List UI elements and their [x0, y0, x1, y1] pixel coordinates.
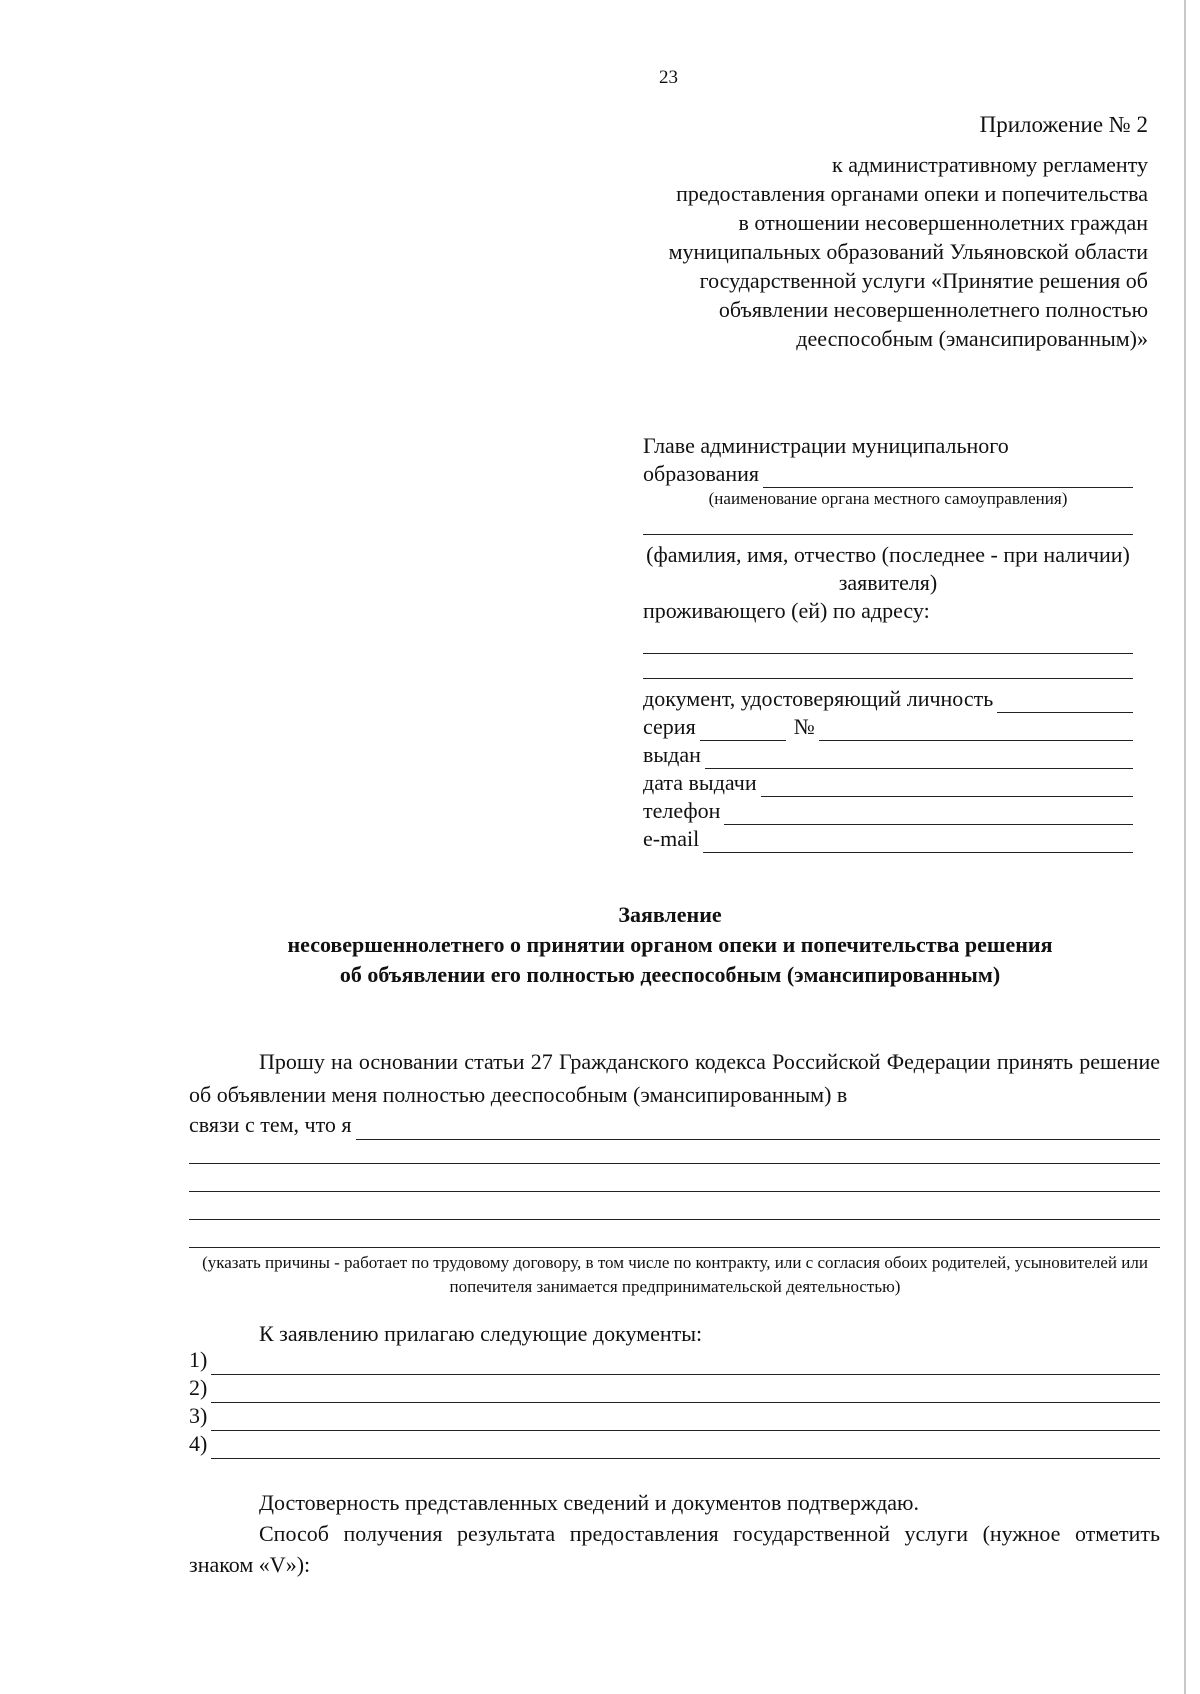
attachment-number: 3) — [189, 1403, 208, 1428]
reason-field-5[interactable] — [189, 1247, 1160, 1248]
phone-field[interactable] — [724, 802, 1133, 825]
phone-row — [643, 797, 1133, 825]
scan-edge-line — [1184, 0, 1186, 1694]
issued-label: выдан — [643, 742, 701, 767]
issue-date-field[interactable] — [761, 774, 1133, 797]
attachment-number: 4) — [189, 1431, 208, 1456]
issued-row — [643, 741, 1133, 769]
addressee-block — [643, 432, 1133, 853]
id-doc-label: документ, удостоверяющий личность — [643, 686, 994, 711]
page-number: 23 — [659, 67, 678, 88]
reason-field-4[interactable] — [189, 1219, 1160, 1220]
reason-row — [189, 1111, 1160, 1140]
attachment-row-2 — [189, 1374, 1160, 1403]
issue-date-row — [643, 769, 1133, 797]
reason-field-2[interactable] — [189, 1163, 1160, 1164]
municipality-field[interactable] — [763, 465, 1133, 488]
email-field[interactable] — [703, 830, 1133, 853]
addressee-line1: Главе администрации муниципального — [643, 433, 1009, 458]
reason-field-3[interactable] — [189, 1191, 1160, 1192]
org-hint: (наименование органа местного самоуправления) — [708, 489, 1068, 508]
series-label: серия — [643, 714, 696, 739]
attachment-field-4[interactable] — [211, 1436, 1160, 1459]
attachment-field-1[interactable] — [211, 1352, 1160, 1375]
attachment-row-1 — [189, 1346, 1160, 1375]
issued-field[interactable] — [705, 746, 1133, 769]
attachment-field-3[interactable] — [211, 1408, 1160, 1431]
statement-title-block — [220, 900, 1120, 990]
id-doc-field[interactable] — [997, 690, 1133, 713]
reason-lead: связи с тем, что я — [189, 1112, 352, 1137]
series-field[interactable] — [700, 718, 786, 741]
municipality-row — [643, 460, 1133, 488]
address-label: проживающего (ей) по адресу: — [643, 598, 930, 623]
address-field-1[interactable] — [643, 629, 1133, 654]
statement-title: Заявление — [618, 902, 722, 927]
appendix-title: Приложение № 2 — [979, 112, 1148, 137]
attachments-title: К заявлению прилагаю следующие документы: — [259, 1321, 703, 1346]
reason-first-line — [189, 1111, 1160, 1140]
statement-subtitle-2: об объявлении его полностью дееспособным (эмансипированным) — [339, 962, 1001, 987]
attachment-number: 1) — [189, 1347, 208, 1372]
phone-label: телефон — [643, 798, 721, 823]
appendix-subtitle: к административному регламенту предоставления органами опеки и попечительства в отношении несовершеннолетних граждан муниципальных образований Ульяновской области государственной услуги «Принятие решения об объявлении несовершеннолетнего полностью дееспособным (эмансипированным)» — [668, 152, 1148, 351]
series-row — [643, 713, 1133, 741]
address-field-2[interactable] — [643, 654, 1133, 679]
email-row — [643, 825, 1133, 853]
reason-field-1[interactable] — [356, 1117, 1160, 1140]
number-label: № — [793, 714, 815, 739]
email-label: e-mail — [643, 826, 700, 851]
statement-subtitle-1: несовершеннолетнего о принятии органом опеки и попечительства решения — [287, 932, 1053, 957]
request-paragraph — [189, 1045, 1160, 1111]
attachment-number: 2) — [189, 1375, 208, 1400]
confirmation-text: Достоверность представленных сведений и документов подтверждаю. — [259, 1490, 919, 1515]
id-doc-row — [643, 685, 1133, 713]
attachment-row-3 — [189, 1402, 1160, 1431]
number-field[interactable] — [819, 718, 1133, 741]
reason-note: (указать причины - работает по трудовому договору, в том числе по контракту, или с согласия обоих родителей, усыновителей или попечителя занимается предпринимательской деятельностью) — [202, 1253, 1148, 1296]
attachment-field-2[interactable] — [211, 1380, 1160, 1403]
municipality-label: образования — [643, 461, 760, 486]
request-text: Прошу на основании статьи 27 Гражданского кодекса Российской Федерации принять решение об объявлении меня полностью дееспособным (эмансипированным) в — [189, 1049, 1160, 1107]
issue-date-label: дата выдачи — [643, 770, 757, 795]
applicant-name-field[interactable] — [643, 510, 1133, 535]
attachment-row-4 — [189, 1430, 1160, 1459]
name-hint: (фамилия, имя, отчество (последнее - при наличии) заявителя) — [646, 542, 1130, 595]
result-method-text: Способ получения результата предоставления государственной услуги (нужное отметить знаком «V»): — [189, 1521, 1160, 1577]
